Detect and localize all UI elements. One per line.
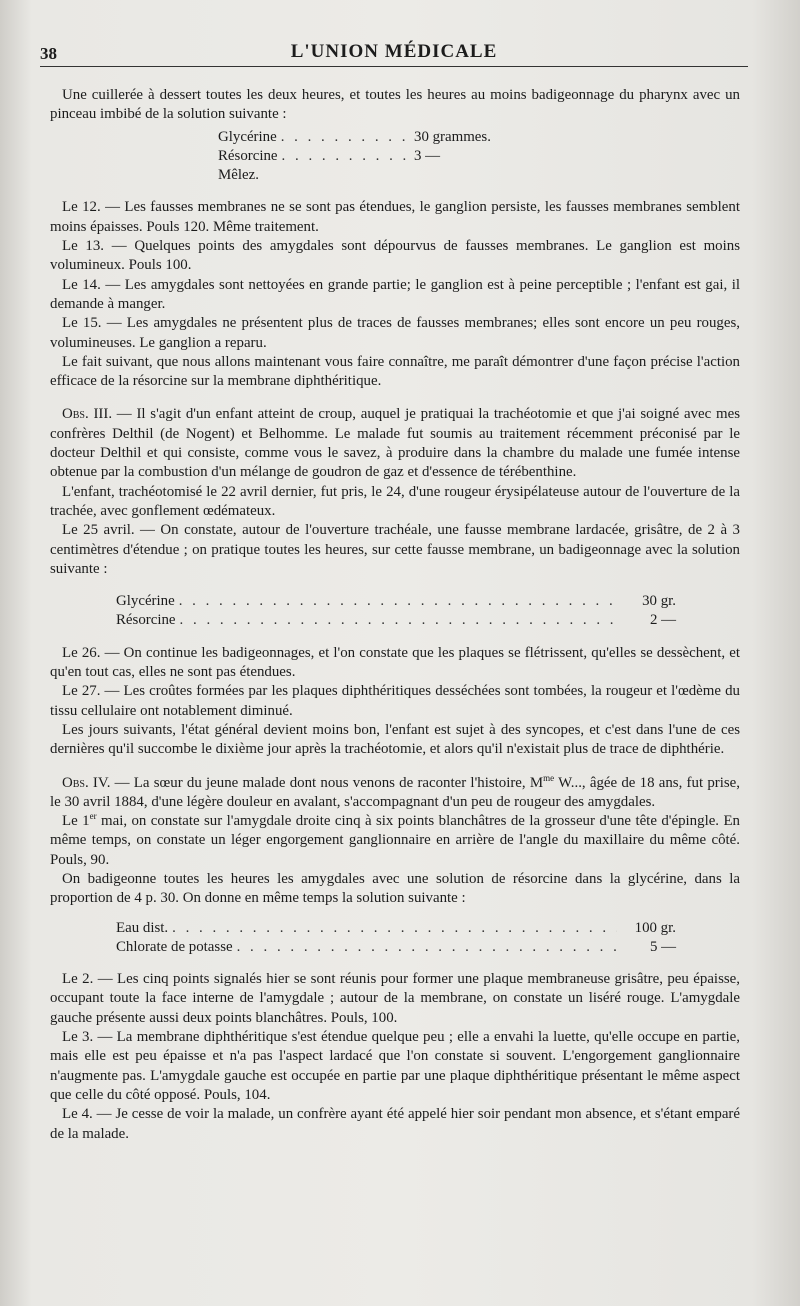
prescription-1 [218, 128, 524, 186]
ingredient-name: Résorcine [116, 612, 176, 629]
superscript: er [89, 811, 97, 822]
prescription-line [218, 128, 524, 147]
paragraph: Le 15. — Les amygdales ne présentent plus de traces de fausses membranes; elles sont encore un peu rouges, volumineuses. Le ganglion a reparu. [50, 315, 740, 351]
dot-leader [237, 938, 617, 957]
dot-leader [179, 592, 617, 611]
superscript: me [543, 772, 555, 783]
ingredient-quantity: 100 gr. [634, 919, 676, 936]
paragraph: Le 27. — Les croûtes formées par les plaques diphthéritiques desséchées sont tombées, la rougeur et l'œdème du tissu cellulaire ont notablement diminué. [50, 683, 740, 719]
observation-text: W..., âgée de 18 ans, fut prise, le 30 avril 1884, d'une légère douleur en avalant, s'accompagnant d'un peu de rougeur des amygdales. [50, 774, 740, 810]
ingredient-name: Glycérine [218, 128, 277, 145]
paragraph: On badigeonne toutes les heures les amygdales avec une solution de résorcine dans la glycérine, dans la proportion de 4 p. 30. On donne en même temps la solution suivante : [50, 870, 740, 907]
dot-leader [281, 128, 410, 147]
prescription-line [116, 611, 676, 630]
ingredient-quantity: 5 — [649, 938, 676, 955]
paragraph: Le 2. — Les cinq points signalés hier se sont réunis pour former une plaque membraneuse grisâtre, peu épaisse, occupant toute la face interne de l'amygdale ; autour de la membrane, on constate un liséré rouge. L'amygdale gauche présente aussi deux points blanchâtres. Pouls, 100. [50, 971, 740, 1026]
prescription-line [218, 147, 524, 166]
prescription-note: Mêlez. [218, 167, 259, 184]
observation-label: Obs. IV. [62, 774, 111, 791]
dot-leader [172, 919, 617, 938]
prescription-line [116, 592, 676, 611]
document-body [50, 86, 740, 1144]
paragraph: L'enfant, trachéotomisé le 22 avril dernier, fut pris, le 24, d'une rougeur érysipélateuse autour de l'ouverture de la trachée, avec gonflement œdémateux. [50, 483, 740, 519]
paragraph: Les jours suivants, l'état général devient moins bon, l'enfant est sujet à des syncopes, et c'est dans l'une de ces dernières qu'il succombe le dixième jour après la trachéotomie, et alors qu'il n'existait plus de trace de diphthérie. [50, 721, 740, 758]
paragraph-text: mai, on constate sur l'amygdale droite cinq à six points blanchâtres de la grosseur d'une tête d'épingle. En même temps, on constate un léger engorgement ganglionnaire en arrière de l'angle du maxillaire du même côté. Pouls, 90. [50, 813, 740, 868]
paragraph: Le 26. — On continue les badigeonnages, et l'on constate que les plaques se flétrissent, qu'elles se dessèchent, et qu'en tout cas, elles ne sont pas étendues. [50, 644, 740, 681]
paragraph-text: Le 1 [62, 813, 90, 830]
paragraph: Le 4. — Je cesse de voir la malade, un confrère ayant été appelé hier soir pendant mon absence, et s'étant emparé de la malade. [50, 1106, 740, 1142]
page-number: 38 [40, 44, 57, 63]
paragraph: Le 25 avril. — On constate, autour de l'ouverture trachéale, une fausse membrane lardacée, grisâtre, de 2 à 3 centimètres d'étendue ; on pratique toutes les heures, sur cette fausse membrane, un badigeonnage avec la solution suivante : [50, 522, 740, 577]
ingredient-quantity: 30 gr. [642, 593, 676, 610]
dot-leader [282, 147, 410, 166]
ingredient-quantity: 2 — [649, 612, 676, 629]
paragraph: Le 13. — Quelques points des amygdales sont dépourvus de fausses membranes. Le ganglion est moins volumineux. Pouls 100. [50, 238, 740, 274]
paragraph [50, 812, 740, 870]
observation-label: Obs. III. [62, 406, 113, 423]
paragraph: Le 3. — La membrane diphthéritique s'est étendue quelque peu ; elle a envahi la luette, qu'elle occupe en partie, mais elle est peu épaisse et n'a pas l'aspect lardacé que l'on constate si souvent. L'engorgement ganglionnaire n'augmente pas. L'amygdale gauche est occupée en partie par une plaque diphthéritique présentant le même aspect que celle du côté opposé. Pouls, 104. [50, 1029, 740, 1103]
prescription-3 [116, 919, 676, 958]
ingredient-quantity: 3 — [414, 147, 441, 164]
ingredient-name: Résorcine [218, 147, 278, 164]
paragraph: Le 12. — Les fausses membranes ne se sont pas étendues, le ganglion persiste, les fausses membranes semblent moins épaisses. Pouls 120. Même traitement. [50, 199, 740, 235]
ingredient-name: Chlorate de potasse [116, 938, 233, 955]
ingredient-quantity: 30 grammes. [414, 128, 491, 145]
paragraph: Le 14. — Les amygdales sont nettoyées en grande partie; le ganglion est à peine perceptible ; l'enfant est gai, il demande à manger. [50, 276, 740, 312]
ingredient-name: Eau dist. [116, 919, 169, 936]
observation-text: — La sœur du jeune malade dont nous venons de raconter l'histoire, M [110, 774, 544, 791]
prescription-2 [116, 592, 676, 631]
paragraph: Une cuillerée à dessert toutes les deux heures, et toutes les heures au moins badigeonnage du pharynx avec un pinceau imbibé de la solution suivante : [50, 87, 740, 123]
prescription-line [116, 919, 676, 938]
ingredient-name: Glycérine [116, 593, 175, 610]
paragraph: Le fait suivant, que nous allons maintenant vous faire connaître, me paraît démontrer d'une façon précise l'action efficace de la résorcine sur la membrane diphthéritique. [50, 353, 740, 390]
dot-leader [180, 611, 617, 630]
observation-paragraph [50, 405, 740, 482]
observation-paragraph [50, 774, 740, 813]
running-title: L'UNION MÉDICALE [290, 41, 498, 62]
observation-text: — Il s'agit d'un enfant atteint de croup, auquel je pratiquai la trachéotomie et que j'ai soigné avec mes confrères Delthil (de Nogent) et Belhomme. Le malade fut soumis au traitement récemment préconisé par le docteur Delthil et qui consiste, comme vous le savez, à produire dans la chambre du malade une fumée intense obtenue par la combustion d'un mélange de goudron de gaz et d'essence de térébenthine. [50, 406, 740, 481]
prescription-line [116, 938, 676, 957]
page-header [40, 36, 748, 67]
